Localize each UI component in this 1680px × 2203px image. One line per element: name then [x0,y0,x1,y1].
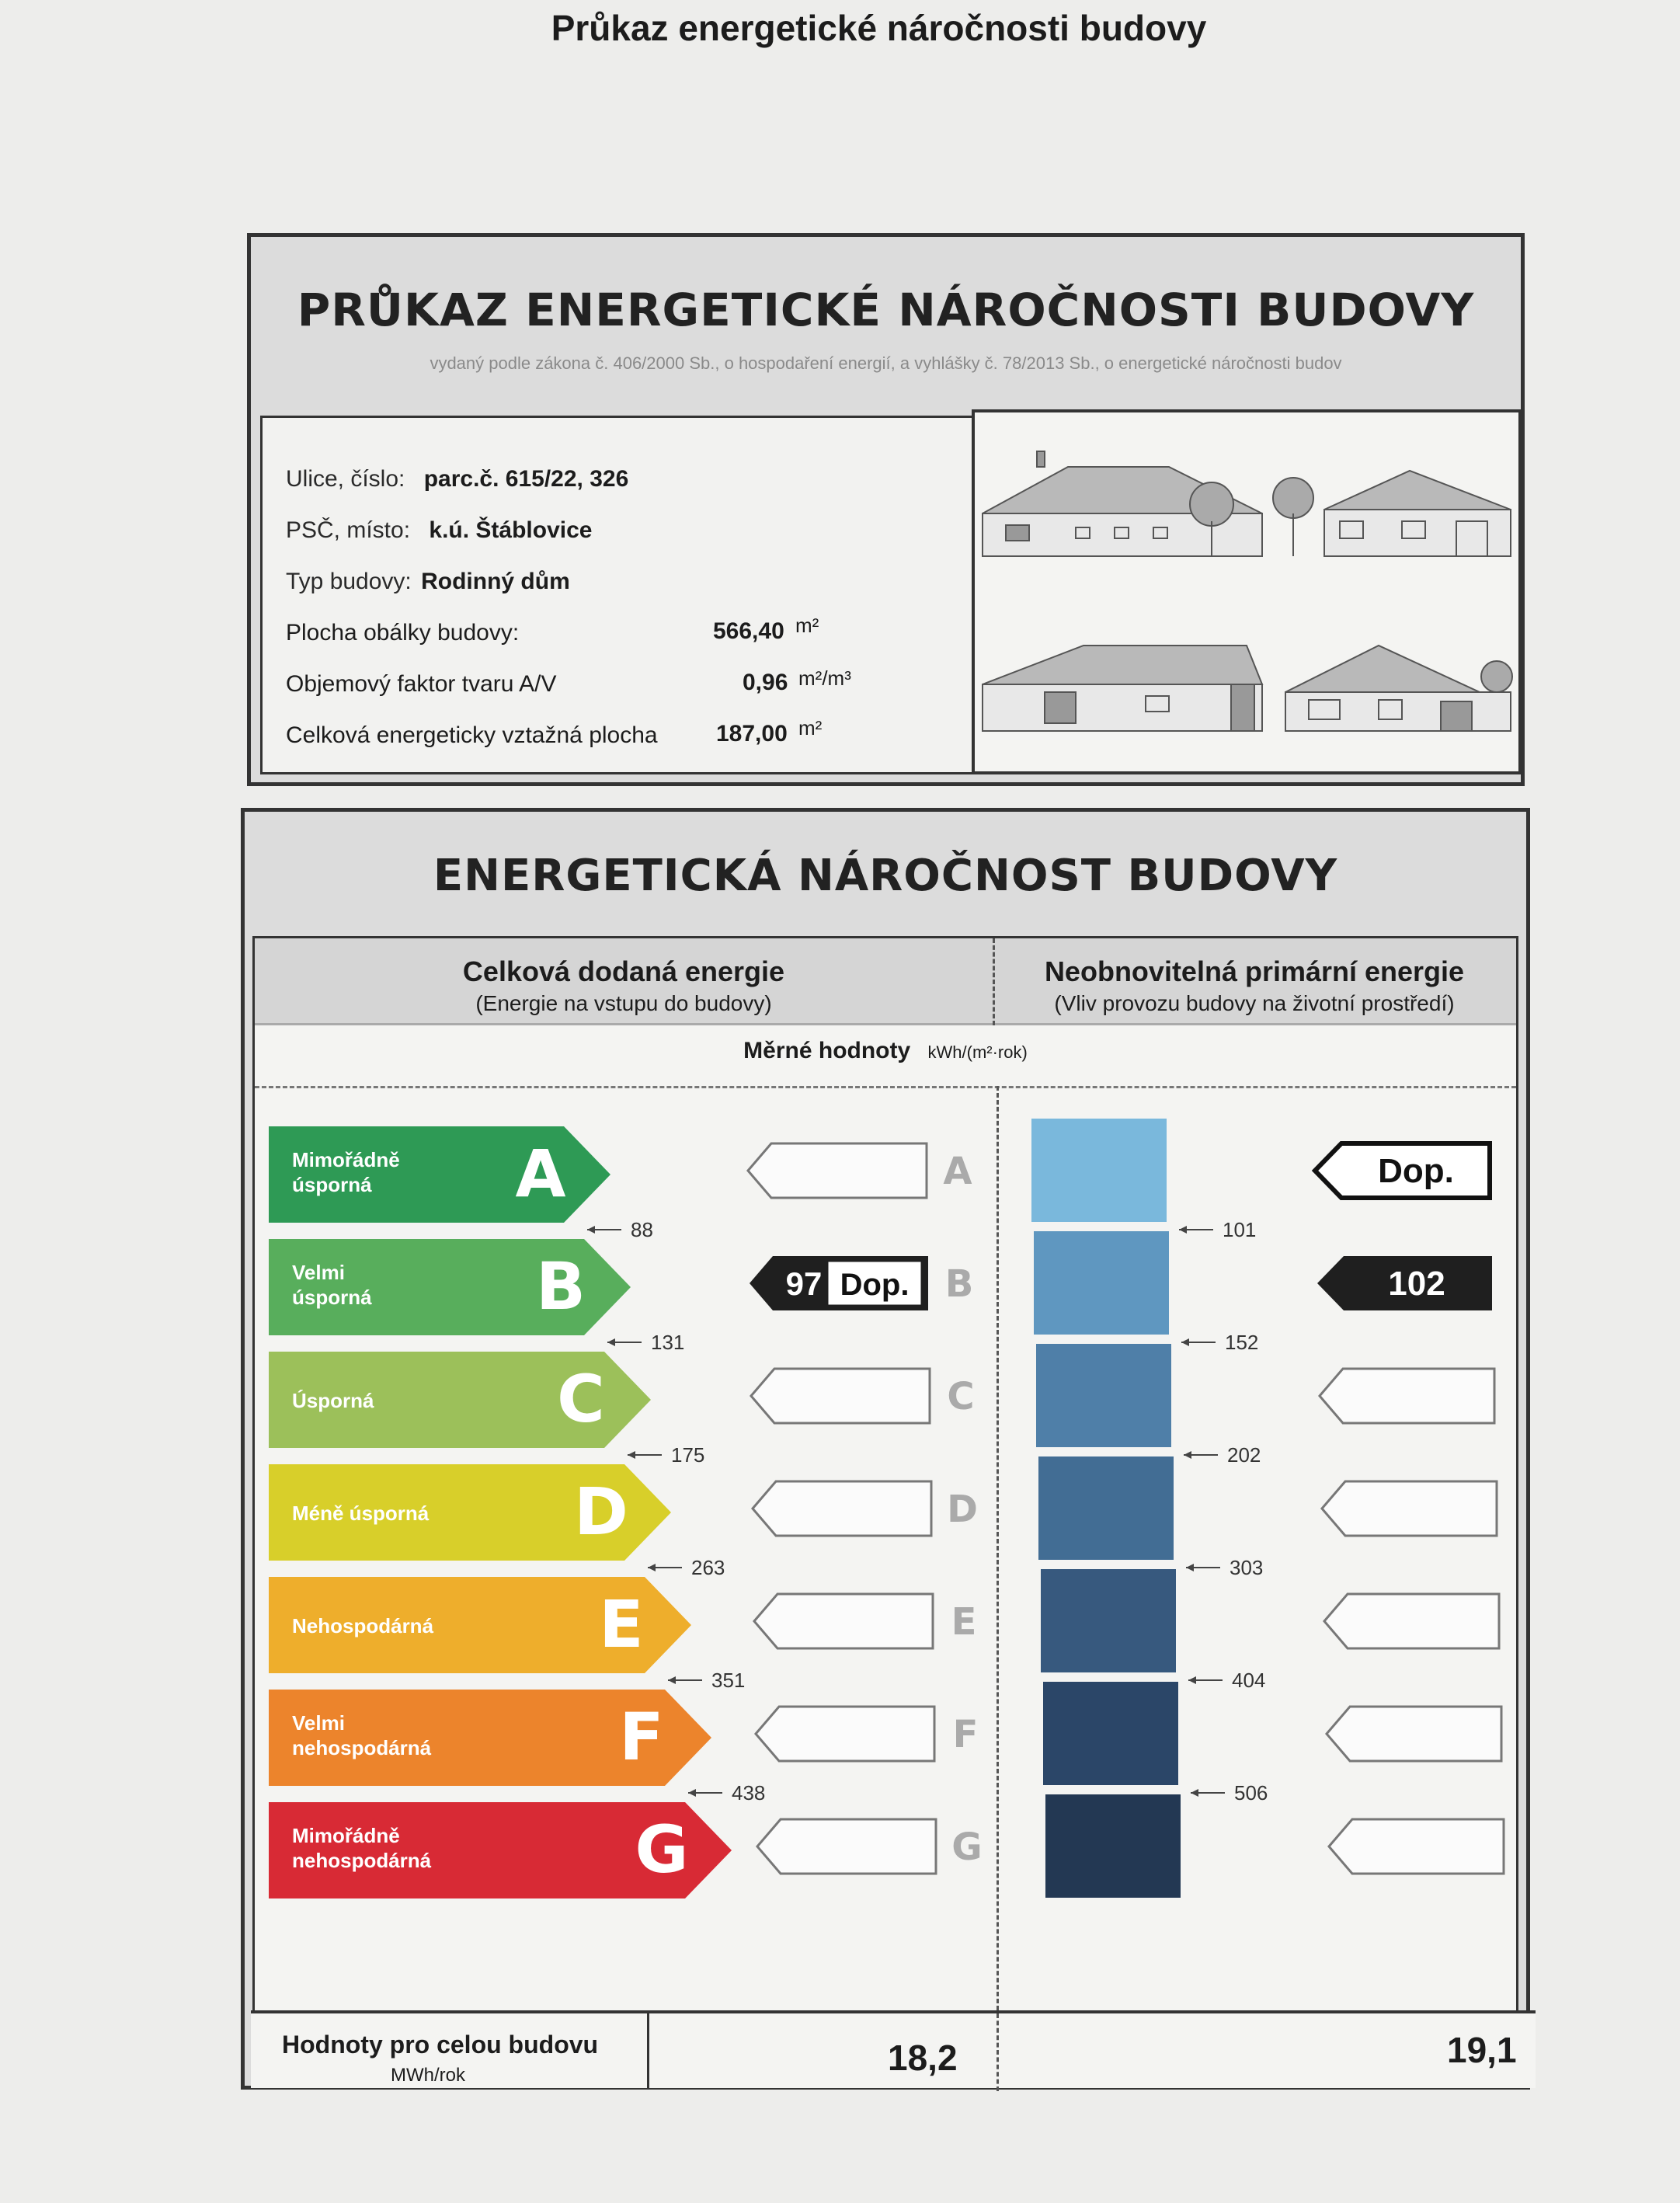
class-name: nehospodárná [292,1849,432,1872]
certificate-block [247,233,1525,786]
info-shape-value: 0,96 [743,670,788,695]
indicator-letter: D [947,1488,978,1531]
threshold-arrow [648,1564,656,1571]
reference-badge: Dop. [840,1268,910,1302]
left-threshold: 351 [711,1669,746,1692]
totals-label: Hodnoty pro celou budovu [282,2031,599,2059]
threshold-arrow [607,1338,615,1346]
indicator-letter: B [944,1262,974,1306]
left-threshold: 175 [671,1443,705,1467]
threshold-arrow [587,1226,595,1234]
class-name: Nehospodárná [292,1614,434,1637]
empty-indicator-box [1329,1819,1504,1874]
specific-values-title: Měrné hodnoty [743,1038,911,1063]
class-letter: A [515,1136,566,1212]
delivered-energy-subtitle: (Energie na vstupu do budovy) [475,991,772,1015]
right-threshold: 404 [1232,1669,1266,1692]
info-value: parc.č. 615/22, 326 [423,466,629,492]
totals-row [251,2010,1536,2088]
totals-divider [997,2013,999,2091]
class-name: úsporná [292,1286,372,1309]
left-threshold: 438 [732,1781,766,1805]
delivered-energy-value: 97 [785,1265,823,1302]
left-threshold: 131 [651,1331,685,1354]
primary-reference-label: Dop. [1378,1152,1454,1190]
right-threshold: 303 [1230,1556,1264,1579]
info-shape-label: Objemový faktor tvaru A/V [286,671,557,697]
class-name: Velmi [292,1711,345,1735]
specific-values-unit: kWh/(m²·rok) [927,1042,1028,1062]
right-threshold: 101 [1223,1218,1257,1241]
info-value: k.ú. Štáblovice [429,517,593,543]
threshold-arrow [628,1451,635,1459]
info-shape-unit: m²/m³ [798,666,851,690]
class-name: Mimořádně [292,1824,400,1847]
threshold-arrow [668,1676,676,1684]
total-primary-energy: 19,1 [1447,2030,1517,2070]
class-letter: G [635,1811,689,1888]
class-name: nehospodárná [292,1736,432,1759]
primary-energy-bar [1045,1794,1181,1898]
class-name: Méně úsporná [292,1502,430,1525]
empty-indicator-box [753,1481,931,1536]
info-envelope-label: Plocha obálky budovy: [286,620,520,646]
energy-performance-block [241,808,1530,2090]
primary-energy-bar [1043,1682,1178,1785]
threshold-arrow [1184,1451,1191,1459]
indicator-letter: A [943,1150,972,1193]
building-drawing [972,409,1522,774]
info-value: Rodinný dům [421,569,570,594]
right-threshold: 506 [1234,1781,1268,1805]
info-label: PSČ, místo: [286,517,411,543]
class-name: úsporná [292,1173,372,1196]
certificate-title: PRŮKAZ ENERGETICKÉ NÁROČNOSTI BUDOVY [297,284,1475,336]
class-letter: E [599,1586,644,1662]
empty-indicator-box [754,1594,933,1648]
class-letter: C [557,1361,605,1437]
energy-title: ENERGETICKÁ NÁROČNOST BUDOVY [433,851,1338,901]
delivered-energy-title: Celková dodaná energie [462,955,785,987]
energy-class-scale [255,938,1516,2010]
right-threshold: 152 [1225,1331,1259,1354]
class-letter: D [574,1474,628,1550]
info-label: Ulice, číslo: [286,466,405,492]
class-letter: F [619,1699,664,1775]
primary-energy-title: Neobnovitelná primární energie [1044,955,1465,987]
totals-unit: MWh/rok [391,2065,465,2086]
threshold-arrow [1186,1564,1194,1571]
primary-energy-bar [1031,1119,1167,1222]
info-area-label: Celková energeticky vztažná plocha [286,722,658,748]
info-place [286,517,592,544]
empty-indicator-box [1320,1369,1494,1423]
certificate-subtitle: vydaný podle zákona č. 406/2000 Sb., o hospodaření energií, a vyhlášky č. 78/2013 Sb., o energetické náročnosti budov [430,353,1342,373]
info-area-value: 187,00 [716,721,788,747]
totals-separator [647,2013,649,2088]
left-threshold: 263 [691,1556,725,1579]
primary-energy-bar [1038,1456,1174,1560]
building-info [260,416,979,774]
empty-indicator-box [748,1143,927,1198]
class-name: Úsporná [292,1389,374,1412]
left-threshold: 88 [631,1218,653,1241]
empty-indicator-box [1324,1594,1499,1648]
indicator-letter: C [947,1375,975,1418]
indicator-letter: F [952,1713,979,1756]
threshold-arrow [1191,1789,1198,1797]
info-envelope-value: 566,40 [713,618,784,644]
primary-energy-bar [1041,1569,1176,1672]
empty-indicator-box [1322,1481,1497,1536]
class-letter: B [535,1248,586,1324]
info-street [286,466,628,492]
info-label: Typ budovy: [286,569,412,594]
threshold-arrow [688,1789,696,1797]
primary-energy-bar [1034,1231,1169,1335]
threshold-arrow [1181,1338,1189,1346]
total-delivered-energy: 18,2 [888,2038,958,2078]
energy-scale-panel [252,936,1518,2086]
info-envelope-unit: m² [795,614,819,637]
indicator-letter: G [951,1825,983,1869]
threshold-arrow [1188,1676,1196,1684]
right-threshold: 202 [1227,1443,1261,1467]
empty-indicator-box [757,1819,936,1874]
empty-indicator-box [751,1369,930,1423]
empty-indicator-box [756,1707,934,1761]
info-area-unit: m² [798,716,823,740]
class-name: Mimořádně [292,1148,400,1171]
primary-energy-bar [1036,1344,1171,1447]
primary-energy-subtitle: (Vliv provozu budovy na životní prostředí) [1054,991,1455,1015]
empty-indicator-box [1327,1707,1501,1761]
house-elevations-image [975,412,1518,771]
info-type [286,569,570,595]
indicator-letter: E [951,1600,977,1644]
page-header: Průkaz energetické náročnosti budovy [551,8,1207,48]
threshold-arrow [1179,1226,1187,1234]
class-name: Velmi [292,1261,345,1284]
primary-energy-value: 102 [1388,1265,1445,1303]
